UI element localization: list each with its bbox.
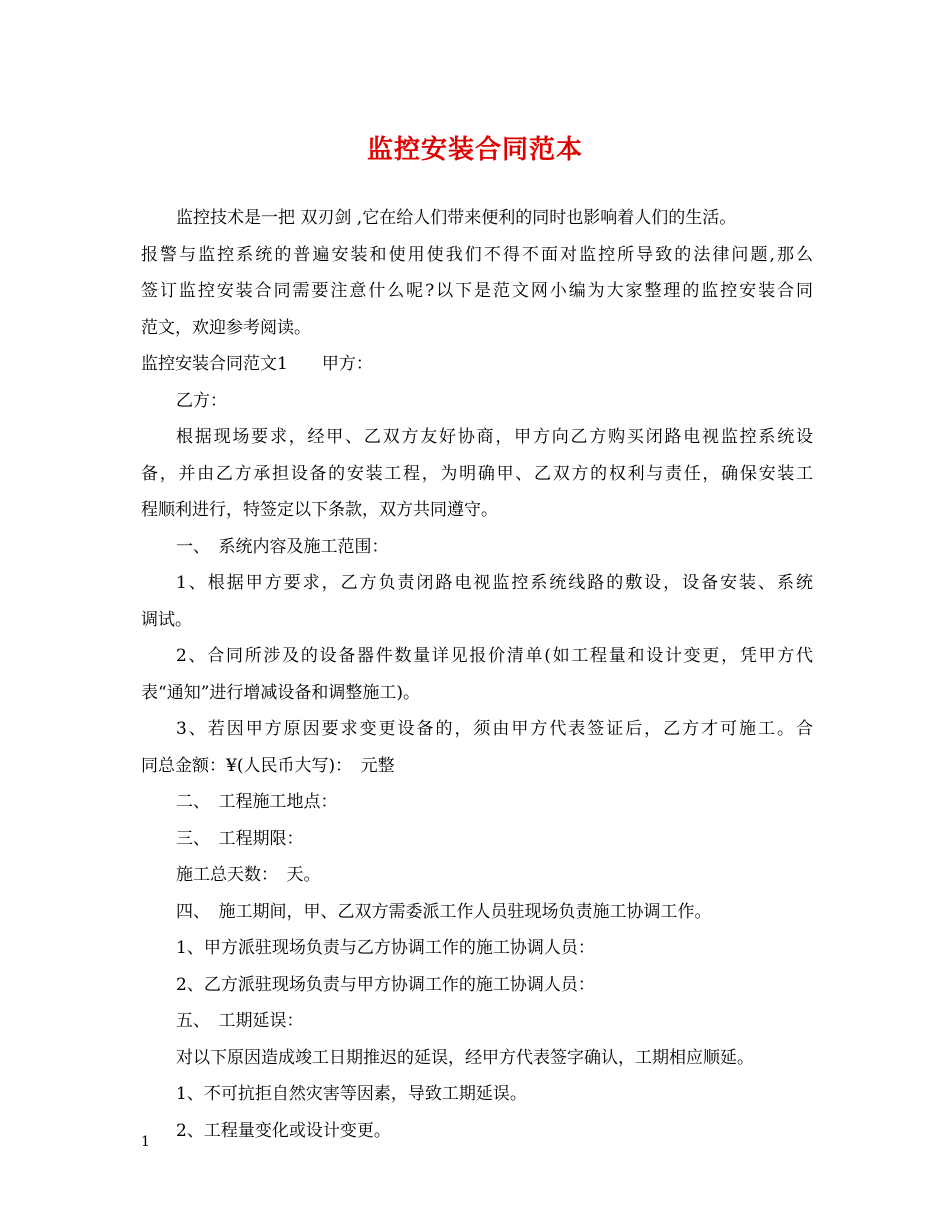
- page-number: 1: [141, 1134, 150, 1150]
- text-line: 3、若因甲方原因要求变更设备的，须由甲方代表签证后，乙方才可施工。合: [176, 719, 813, 739]
- text-line: 1、不可抗拒自然灾害等因素，导致工期延误。: [176, 1084, 527, 1104]
- document-body: [141, 200, 813, 1149]
- document-title: 监控安装合同范本: [366, 135, 583, 165]
- text-line: 1、根据甲方要求，乙方负责闭路电视监控系统线路的敷设，设备安装、系统: [176, 573, 813, 593]
- section-heading: 五、 工期延误：: [176, 1011, 304, 1031]
- text-line: 2、乙方派驻现场负责与甲方协调工作的施工协调人员：: [176, 974, 595, 995]
- text-line: 范文，欢迎参考阅读。: [141, 317, 311, 338]
- text-line: 监控技术是一把 双刃剑 ,它在给人们带来便利的同时也影响着人们的生活。: [176, 208, 737, 228]
- text-line: 调试。: [141, 609, 192, 630]
- text-line: 2、工程量变化或设计变更。: [176, 1120, 391, 1141]
- text-line: 签订监控安装合同需要注意什么呢?以下是范文网小编为大家整理的监控安装合同: [141, 281, 813, 301]
- section-heading: 一、 系统内容及施工范围：: [176, 536, 389, 557]
- text-line: 表“通知”进行增减设备和调整施工)。: [141, 682, 421, 703]
- text-line: 1、甲方派驻现场负责与乙方协调工作的施工协调人员：: [176, 938, 595, 958]
- text-line: 备，并由乙方承担设备的安装工程，为明确甲、乙双方的权利与责任，确保安装工: [141, 463, 813, 484]
- text-line: 施工总天数： 天。: [176, 865, 321, 885]
- section-heading: 四、 施工期间，甲、乙双方需委派工作人员驻现场负责施工协调工作。: [176, 901, 712, 922]
- section-heading: 三、 工程期限：: [176, 828, 304, 849]
- text-line: 2、合同所涉及的设备器件数量详见报价清单(如工程量和设计变更，凭甲方代: [176, 646, 813, 666]
- text-line: 对以下原因造成竣工日期推迟的延误，经甲方代表签字确认，工期相应顺延。: [176, 1047, 754, 1068]
- text-line: 乙方：: [176, 390, 227, 411]
- text-line: 根据现场要求，经甲、乙双方友好协商，甲方向乙方购买闭路电视监控系统设: [176, 427, 813, 447]
- text-line: 同总金额：¥(人民币大写)： 元整: [141, 755, 395, 776]
- text-line: 监控安装合同范文1 甲方：: [141, 354, 373, 374]
- text-line: 报警与监控系统的普遍安装和使用使我们不得不面对监控所导致的法律问题,那么: [141, 244, 813, 265]
- text-line: 程顺利进行，特签定以下条款，双方共同遵守。: [141, 500, 498, 520]
- section-heading: 二、 工程施工地点：: [176, 792, 338, 812]
